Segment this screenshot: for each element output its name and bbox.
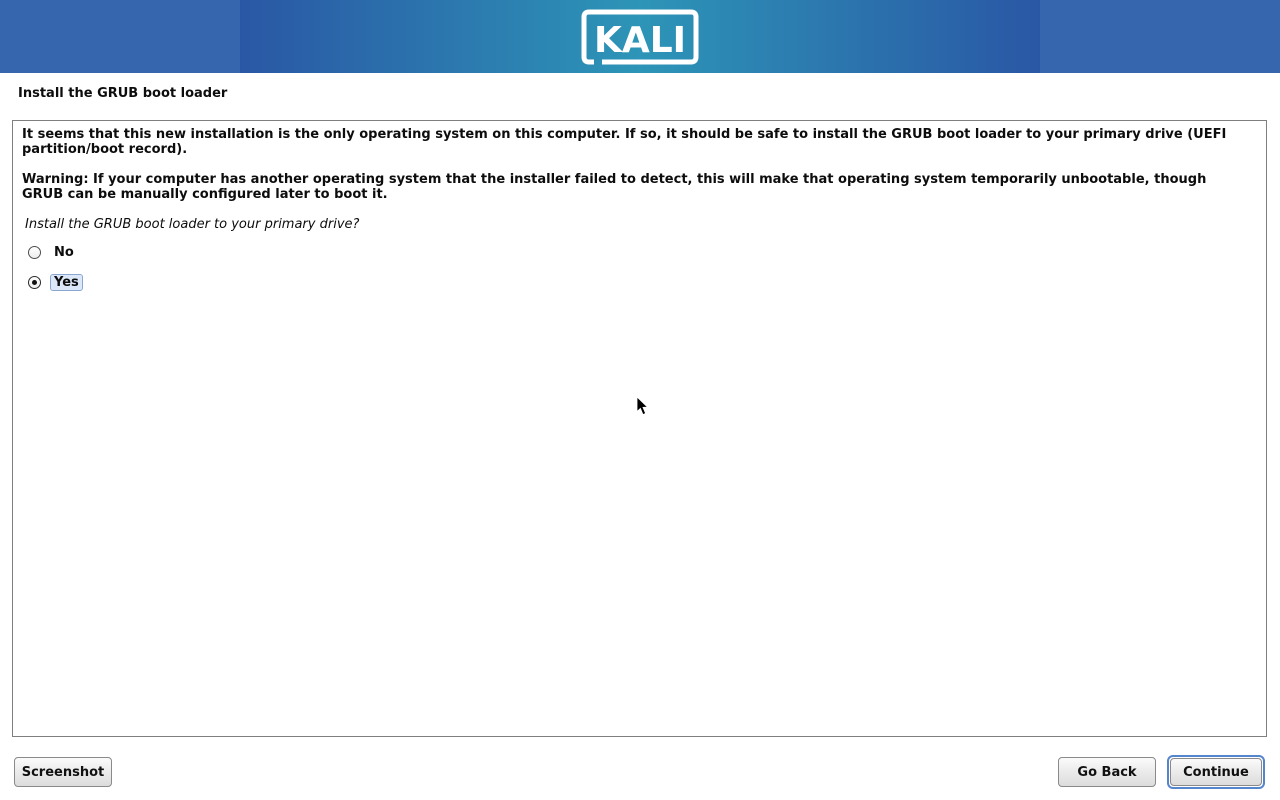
grub-dialog [12, 120, 1267, 737]
grub-question: Install the GRUB boot loader to your primary drive? [25, 217, 360, 232]
radio-option-yes[interactable] [28, 274, 1257, 290]
radio-yes-label[interactable]: Yes [50, 274, 83, 291]
kali-logo [581, 9, 699, 65]
continue-button-focus-ring [1167, 755, 1265, 789]
radio-no-icon[interactable] [28, 246, 41, 259]
continue-button[interactable]: Continue [1170, 758, 1262, 786]
kali-logo-text: KALI [593, 20, 687, 61]
radio-option-no[interactable] [28, 244, 1257, 260]
warning-paragraph: Warning: If your computer has another operating system that the installer failed to detect, this will make that operating system temporarily unbootable, though GRUB can be manually configured later to boot it. [22, 172, 1207, 202]
go-back-button[interactable]: Go Back [1058, 757, 1156, 787]
info-paragraph-1: It seems that this new installation is the only operating system on this computer. If so, it should be safe to install the GRUB boot loader to your primary drive (UEFI partition/boot record). [22, 127, 1227, 157]
kali-logo-frame-icon [581, 9, 699, 65]
radio-yes-icon[interactable] [28, 276, 41, 289]
installer-banner [0, 0, 1280, 73]
radio-no-label[interactable]: No [54, 244, 74, 260]
page-title: Install the GRUB boot loader [18, 86, 228, 101]
screenshot-button[interactable]: Screenshot [14, 757, 112, 787]
